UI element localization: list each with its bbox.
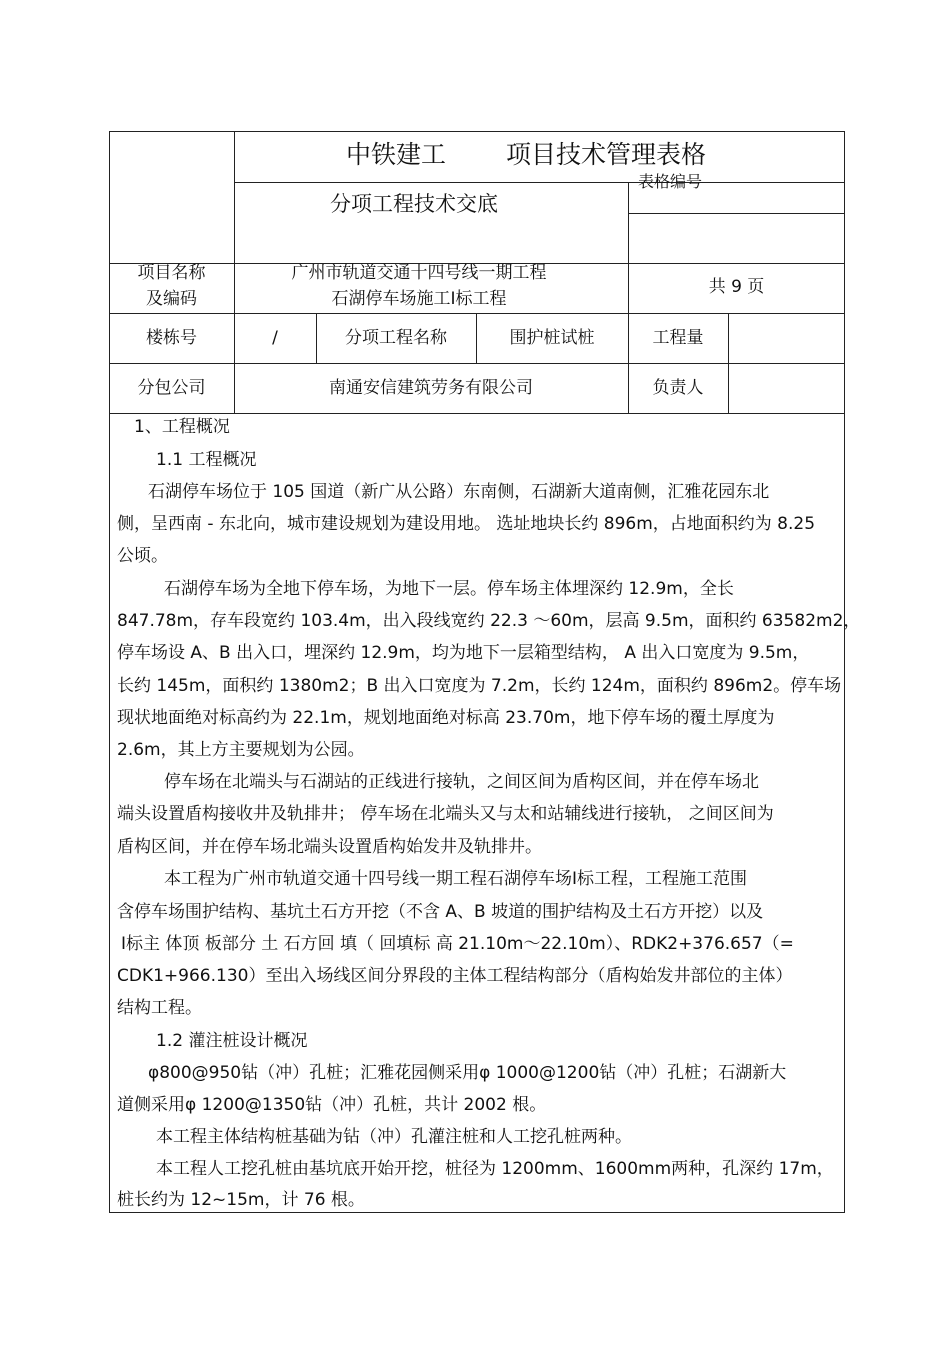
project-name-line1: 广州市轨道交通十四号线一期工程 (291, 263, 547, 283)
project-label-line2: 及编码 (146, 289, 197, 309)
project-row-rule (109, 313, 845, 314)
subcontractor-row-rule (109, 413, 845, 414)
paragraph-line: 侧，呈西南 - 东北向，城市建设规划为建设用地。 选址地块长约 896m，占地面积约为 8.25 (117, 514, 816, 534)
section-heading-1: 1、工程概况 (134, 417, 230, 437)
form-no-label: 表格编号 (638, 172, 703, 191)
paragraph-line: 847.78m，存车段宽约 103.4m，出入段线宽约 22.3 ～60m，层高 9.5m，面积约 63582m2， (117, 611, 861, 631)
project-label-line1: 项目名称 (137, 263, 206, 283)
quantity-label: 工程量 (652, 328, 704, 348)
form-title: 项目技术管理表格 (506, 140, 707, 169)
paragraph-line: Ⅰ标主 体顶 板部分 土 石方回 填（ 回填标 高 21.10m～22.10m）、RDK2+376.657（= (121, 934, 794, 954)
section-heading-1-2: 1.2 灌注桩设计概况 (156, 1031, 308, 1051)
building-label: 楼栋号 (146, 328, 197, 348)
form-name: 分项工程技术交底 (330, 192, 498, 216)
subcontractor-label: 分包公司 (137, 378, 206, 398)
form-no-rule (628, 213, 845, 214)
form-no-divider (628, 182, 629, 413)
page-count: 共 9 页 (708, 277, 765, 297)
paragraph-line: 停车场在北端头与石湖站的正线进行接轨，之间区间为盾构区间，并在停车场北 (164, 772, 759, 792)
paragraph-line: 道侧采用φ 1200@1350钻（冲）孔桩，共计 2002 根。 (117, 1095, 547, 1115)
paragraph-line: 现状地面绝对标高约为 22.1m，规划地面绝对标高 23.70m，地下停车场的覆土厚度为 (117, 708, 775, 728)
paragraph-line: 盾构区间，并在停车场北端头设置盾构始发井及轨排井。 (117, 837, 542, 857)
paragraph-line: 结构工程。 (117, 998, 202, 1018)
paragraph-line: 本工程为广州市轨道交通十四号线一期工程石湖停车场Ⅰ标工程，工程施工范围 (164, 869, 748, 889)
building-row-rule (109, 363, 845, 364)
paragraph-line: 石湖停车场位于 105 国道（新广从公路）东南侧，石湖新大道南侧，汇雅花园东北 (148, 482, 770, 502)
paragraph-line: 桩长约为 12~15m，计 76 根。 (117, 1190, 365, 1210)
subcontractor-value: 南通安信建筑劳务有限公司 (329, 378, 533, 398)
paragraph-line: 端头设置盾构接收井及轨排井； 停车场在北端头又与太和站辅线进行接轨， 之间区间为 (117, 804, 774, 824)
paragraph-line: 停车场设 A、B 出入口，埋深约 12.9m，均为地下一层箱型结构， A 出入口宽度为 9.5m， (117, 643, 810, 663)
title-rule (234, 182, 845, 183)
building-value: / (272, 328, 278, 348)
paragraph-line: 2.6m，其上方主要规划为公园。 (117, 740, 365, 760)
section-heading-1-1: 1.1 工程概况 (156, 450, 257, 470)
paragraph-line: φ800@950钻（冲）孔桩；汇雅花园侧采用φ 1000@1200钻（冲）孔桩；石湖新大 (148, 1063, 787, 1083)
paragraph-line: 本工程主体结构桩基础为钻（冲）孔灌注桩和人工挖孔桩两种。 (156, 1127, 632, 1147)
paragraph-line: 石湖停车场为全地下停车场，为地下一层。停车场主体埋深约 12.9m，全长 (164, 579, 734, 599)
subitem-label: 分项工程名称 (345, 328, 447, 348)
subitem-value: 围护桩试桩 (509, 328, 595, 348)
responsible-label: 负责人 (652, 378, 704, 398)
company-name: 中铁建工 (346, 140, 447, 169)
paragraph-line: 公顷。 (117, 546, 168, 566)
paragraph-line: CDK1+966.130）至出入场线区间分界段的主体工程结构部分（盾构始发井部位的主体） (117, 966, 793, 986)
paragraph-line: 长约 145m，面积约 1380m2；B 出入口宽度为 7.2m，长约 124m，面积约 896m2。停车场 (117, 676, 842, 696)
paragraph-line: 本工程人工挖孔桩由基坑底开始开挖，桩径为 1200mm、1600mm两种，孔深约 17m， (156, 1159, 834, 1179)
paragraph-line: 含停车场围护结构、基坑土石方开挖（不含 A、B 坡道的围护结构及土石方开挖）以及 (117, 902, 764, 922)
project-name-line2: 石湖停车场施工Ⅰ标工程 (331, 289, 507, 309)
